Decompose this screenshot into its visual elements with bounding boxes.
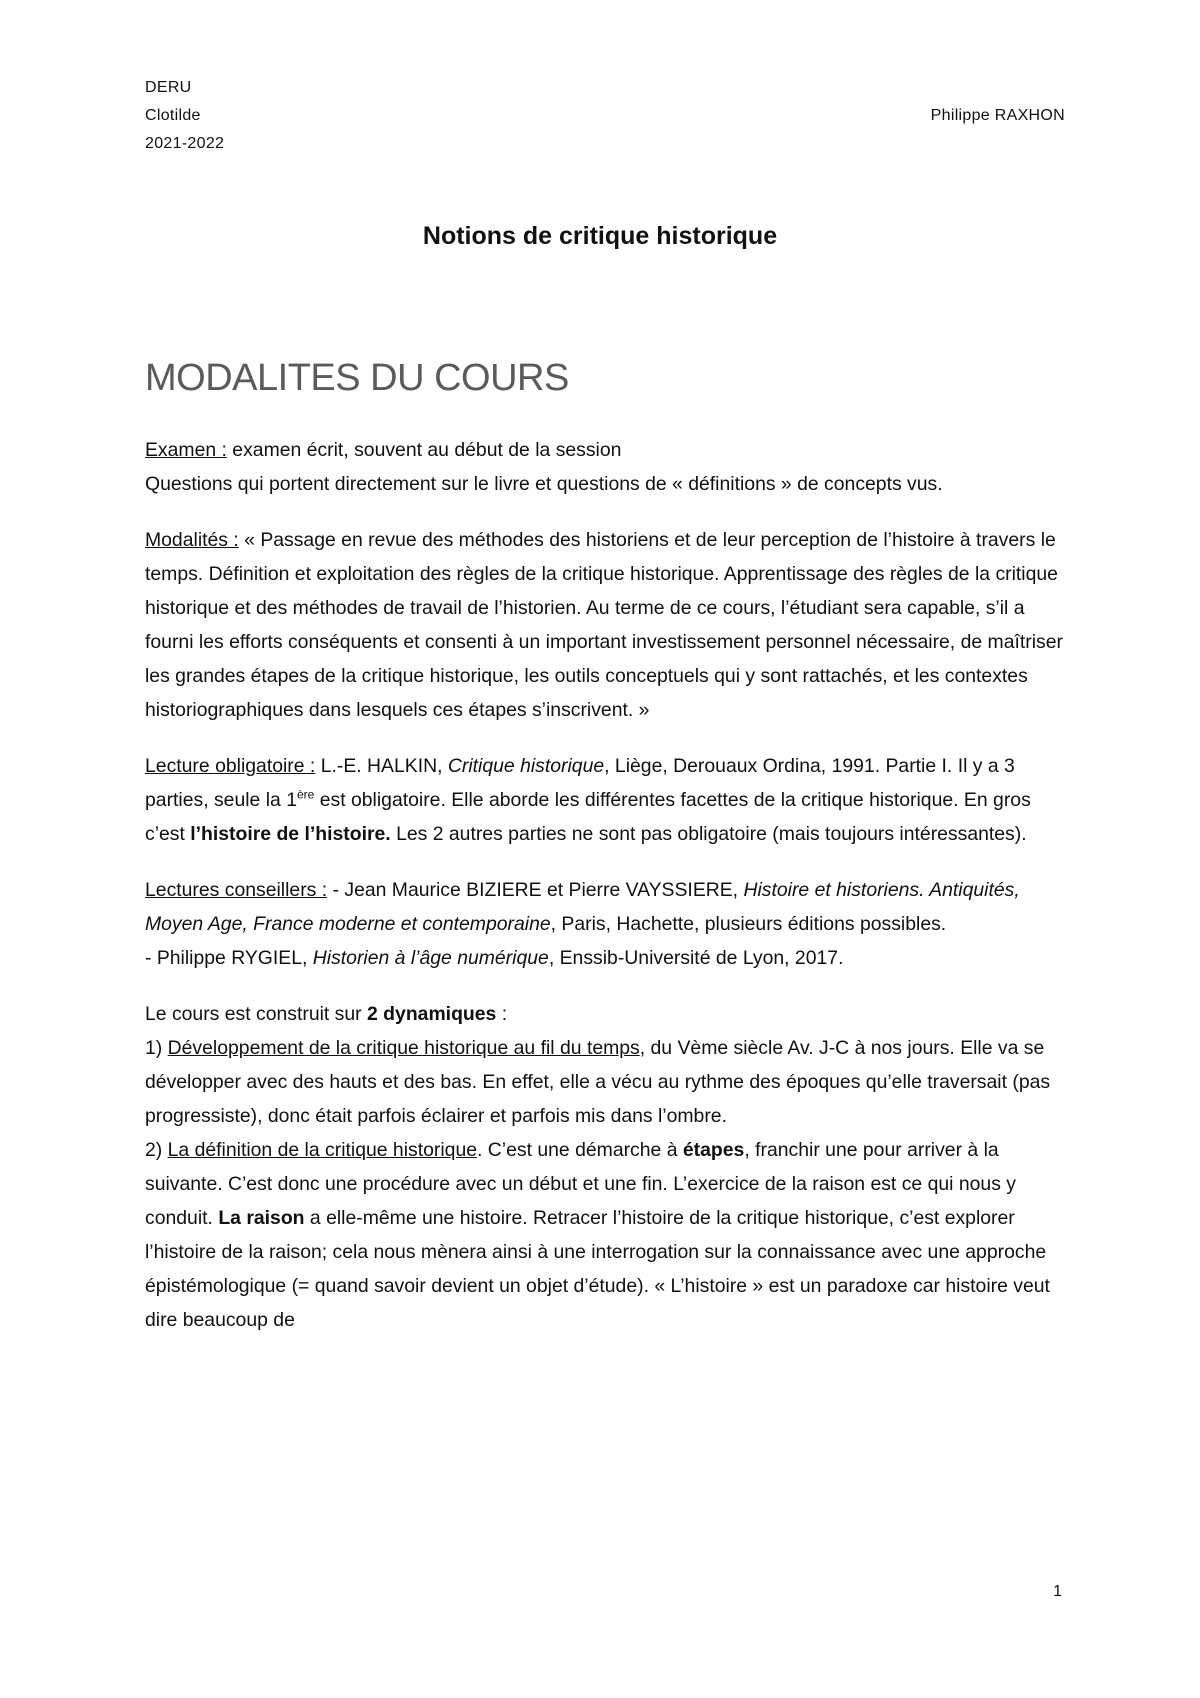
lecture-sup: ère — [296, 787, 315, 802]
author-firstname: Clotilde — [145, 107, 201, 124]
conseilles-part2: , Paris, Hachette, plusieurs éditions possibles. — [550, 913, 947, 935]
lecture-label: Lecture obligatoire : — [145, 755, 316, 777]
examen-line2: Questions qui portent directement sur le livre et questions de « définitions » de concepts vus. — [145, 473, 943, 495]
dynamique-1-number: 1) — [145, 1037, 168, 1059]
dynamique-2-text3: a elle-même une histoire. Retracer l’histoire de la critique historique, c’est explorer l’histoire de la raison; cela nous mènera ainsi à une interrogation sur la connaissance avec une approche épistémologique (= quand savoir devient un objet d’étude). « L’histoire » est un paradoxe car histoire veut dire beaucoup de — [145, 1207, 1050, 1331]
dynamique-1-text: , du Vème siècle Av. J-C à nos jours. Elle va se développer avec des hauts et des bas. En effet, elle a vécu au rythme des époques qu’elle traversait (pas progressiste), donc était parfois éclairer et parfois mis dans l’ombre. — [145, 1037, 1051, 1127]
examen-paragraph — [145, 433, 1070, 501]
modalites-paragraph — [145, 523, 1070, 727]
lecture-part1: L.-E. HALKIN, — [315, 755, 448, 777]
conseilles-part4: , Enssib-Université de Lyon, 2017. — [548, 947, 844, 969]
conseilles-paragraph — [145, 873, 1070, 975]
dynamique-2-bold1: étapes — [682, 1139, 745, 1161]
professor-name: Philippe RAXHON — [930, 107, 1065, 124]
section-heading: MODALITES DU COURS — [145, 357, 569, 399]
conseilles-part1: - Jean Maurice BIZIERE et Pierre VAYSSIERE, — [327, 879, 744, 901]
dynamiques-intro-bold: 2 dynamiques — [367, 1003, 497, 1025]
examen-text: examen écrit, souvent au début de la session — [226, 439, 622, 461]
lecture-part3: est obligatoire. Elle aborde les différentes facettes de la critique historique. En gros c’est — [145, 789, 1031, 845]
author-lastname: DERU — [145, 79, 192, 96]
dynamique-2-text2: , franchir une pour arriver à la suivante. C’est donc une procédure avec un début et une fin. L’exercice de la raison est ce qui nous y conduit. — [145, 1139, 1016, 1229]
conseilles-label: Lectures conseillers : — [145, 879, 328, 901]
academic-year: 2021-2022 — [145, 135, 225, 152]
dynamique-2-text1: . C’est une démarche à — [477, 1139, 683, 1161]
lecture-paragraph — [145, 749, 1070, 851]
page-title: Notions de critique historique — [422, 222, 778, 250]
document-body — [145, 433, 1070, 1337]
examen-label: Examen : — [145, 439, 227, 461]
conseilles-book2: Historien à l’âge numérique — [312, 947, 549, 969]
dynamique-1-title: Développement de la critique historique au fil du temps — [167, 1037, 640, 1059]
lecture-book: Critique historique — [447, 755, 605, 777]
dynamique-2-number: 2) — [145, 1139, 168, 1161]
dynamique-2-title: La définition de la critique historique — [167, 1139, 478, 1161]
conseilles-part3: - Philippe RYGIEL, — [145, 947, 313, 969]
dynamique-2-bold2: La raison — [218, 1207, 305, 1229]
lecture-part4: Les 2 autres parties ne sont pas obligatoire (mais toujours intéressantes). — [390, 823, 1027, 845]
modalites-text: « Passage en revue des méthodes des historiens et de leur perception de l’histoire à travers le temps. Définition et exploitation des règles de la critique historique. Apprentissage des règles de la critique historique et des méthodes de travail de l’historien. Au terme de ce cours, l’étudiant sera capable, s’il a fourni les efforts conséquents et consenti à un important investissement personnel nécessaire, de maîtriser les grandes étapes de la critique historique, les outils conceptuels qui y sont rattachés, et les contextes historiographiques dans lesquels ces étapes s’inscrivent. » — [145, 529, 1063, 721]
dynamiques-intro: Le cours est construit sur — [145, 1003, 368, 1025]
lecture-part2: , Liège, Derouaux Ordina, 1991. Partie I. Il y a 3 parties, seule la 1 — [145, 755, 1015, 811]
author-block — [145, 74, 224, 158]
page-number: 1 — [1053, 1583, 1062, 1600]
conseilles-book1: Histoire et historiens. Antiquités, Moyen Age, France moderne et contemporaine — [145, 879, 1020, 935]
dynamiques-intro-end: : — [496, 1003, 508, 1025]
lecture-bold: l’histoire de l’histoire. — [190, 823, 391, 845]
modalites-label: Modalités : — [145, 529, 239, 551]
dynamiques-paragraph — [145, 997, 1070, 1337]
